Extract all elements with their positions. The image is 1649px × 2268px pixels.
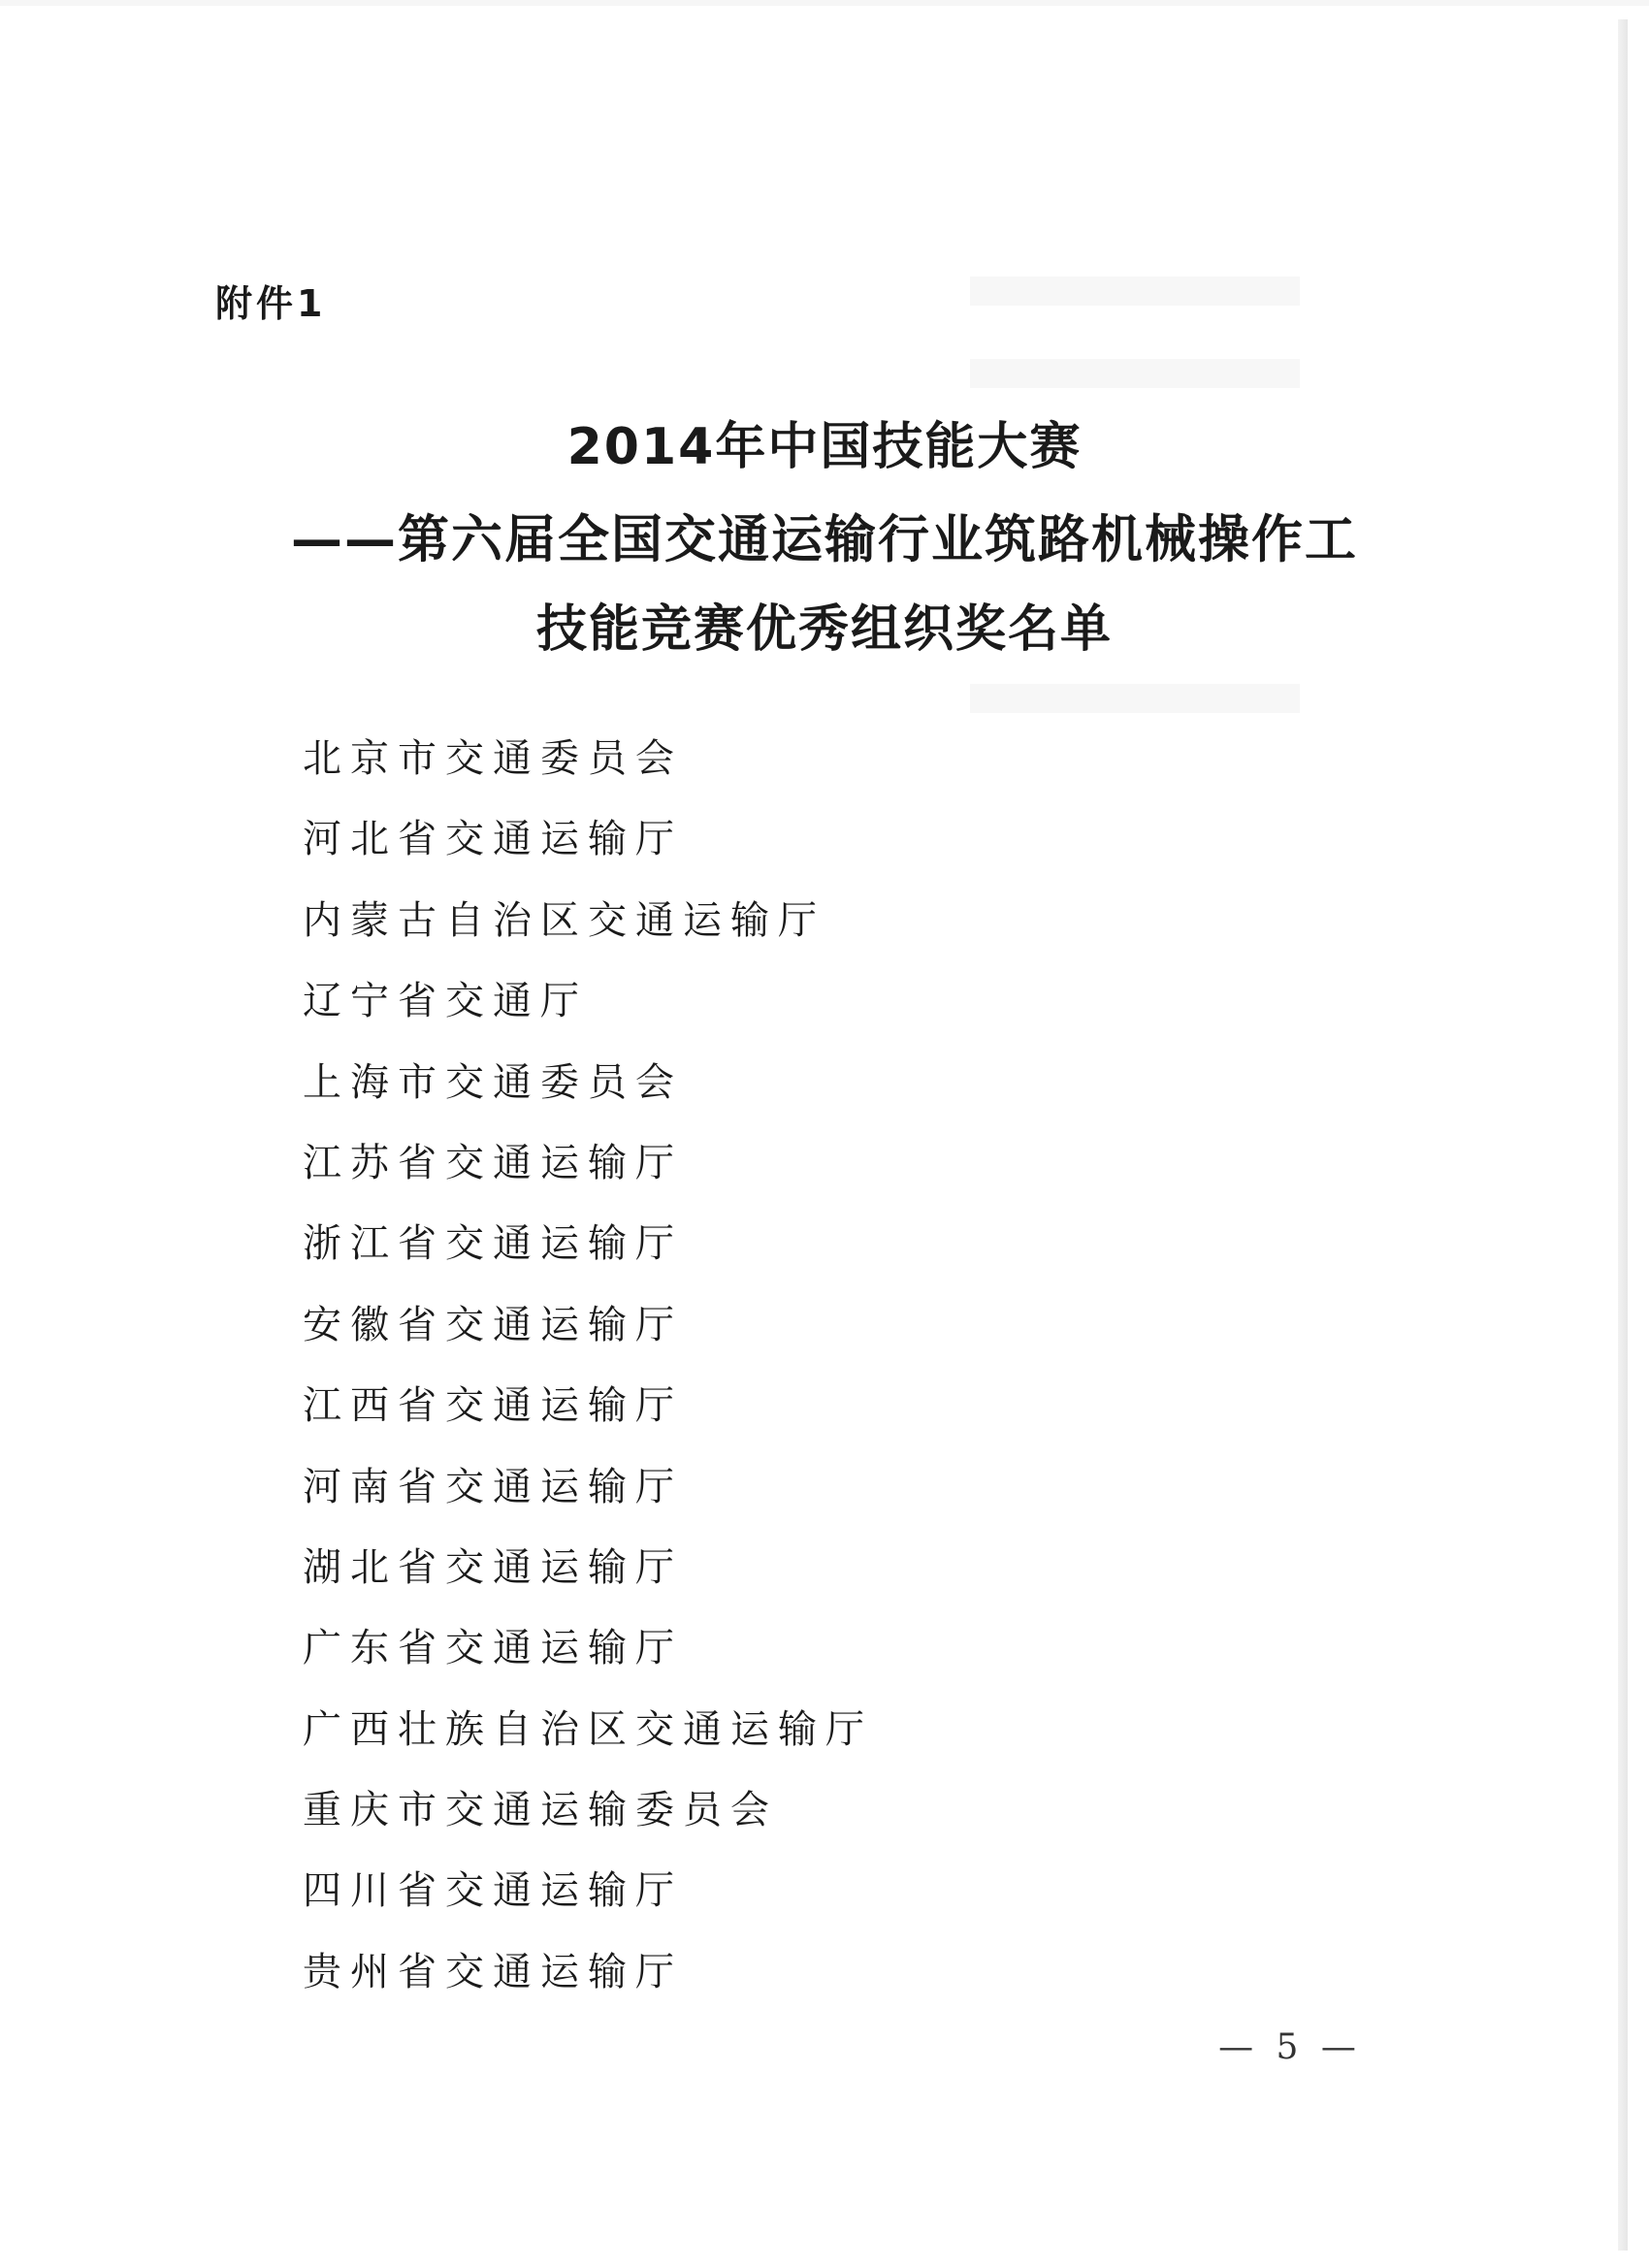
bleed-through-shadow: [970, 684, 1300, 713]
list-item: 江苏省交通运输厅: [303, 1140, 683, 1185]
list-item: 辽宁省交通厅: [303, 979, 588, 1024]
list-item: 安徽省交通运输厅: [303, 1302, 683, 1347]
list-item: 贵州省交通运输厅: [303, 1949, 683, 1994]
title-line-3: 技能竞赛优秀组织奖名单: [535, 600, 1113, 659]
organization-list: [303, 729, 873, 2024]
attachment-label: 附件1: [215, 282, 327, 325]
list-item: 河南省交通运输厅: [303, 1464, 683, 1509]
title-line-2: ——第六届全国交通运输行业筑路机械操作工: [291, 510, 1358, 569]
page-number: — 5 —: [1218, 2027, 1362, 2067]
list-item: 广西壮族自治区交通运输厅: [303, 1706, 873, 1752]
list-item: 浙江省交通运输厅: [303, 1221, 683, 1267]
list-item: 四川省交通运输厅: [303, 1868, 683, 1914]
list-item: 上海市交通委员会: [303, 1059, 683, 1105]
list-item: 湖北省交通运输厅: [303, 1544, 683, 1590]
scan-edge-top: [0, 0, 1649, 6]
list-item: 广东省交通运输厅: [303, 1626, 683, 1671]
list-item: 河北省交通运输厅: [303, 817, 683, 862]
list-item: 北京市交通委员会: [303, 736, 683, 781]
bleed-through-shadow: [970, 276, 1300, 306]
bleed-through-shadow: [970, 359, 1300, 388]
list-item: 内蒙古自治区交通运输厅: [303, 897, 825, 943]
list-item: 江西省交通运输厅: [303, 1383, 683, 1429]
scan-edge-right: [1618, 19, 1628, 2251]
title-line-1: 2014年中国技能大赛: [566, 418, 1083, 476]
list-item: 重庆市交通运输委员会: [303, 1788, 778, 1833]
